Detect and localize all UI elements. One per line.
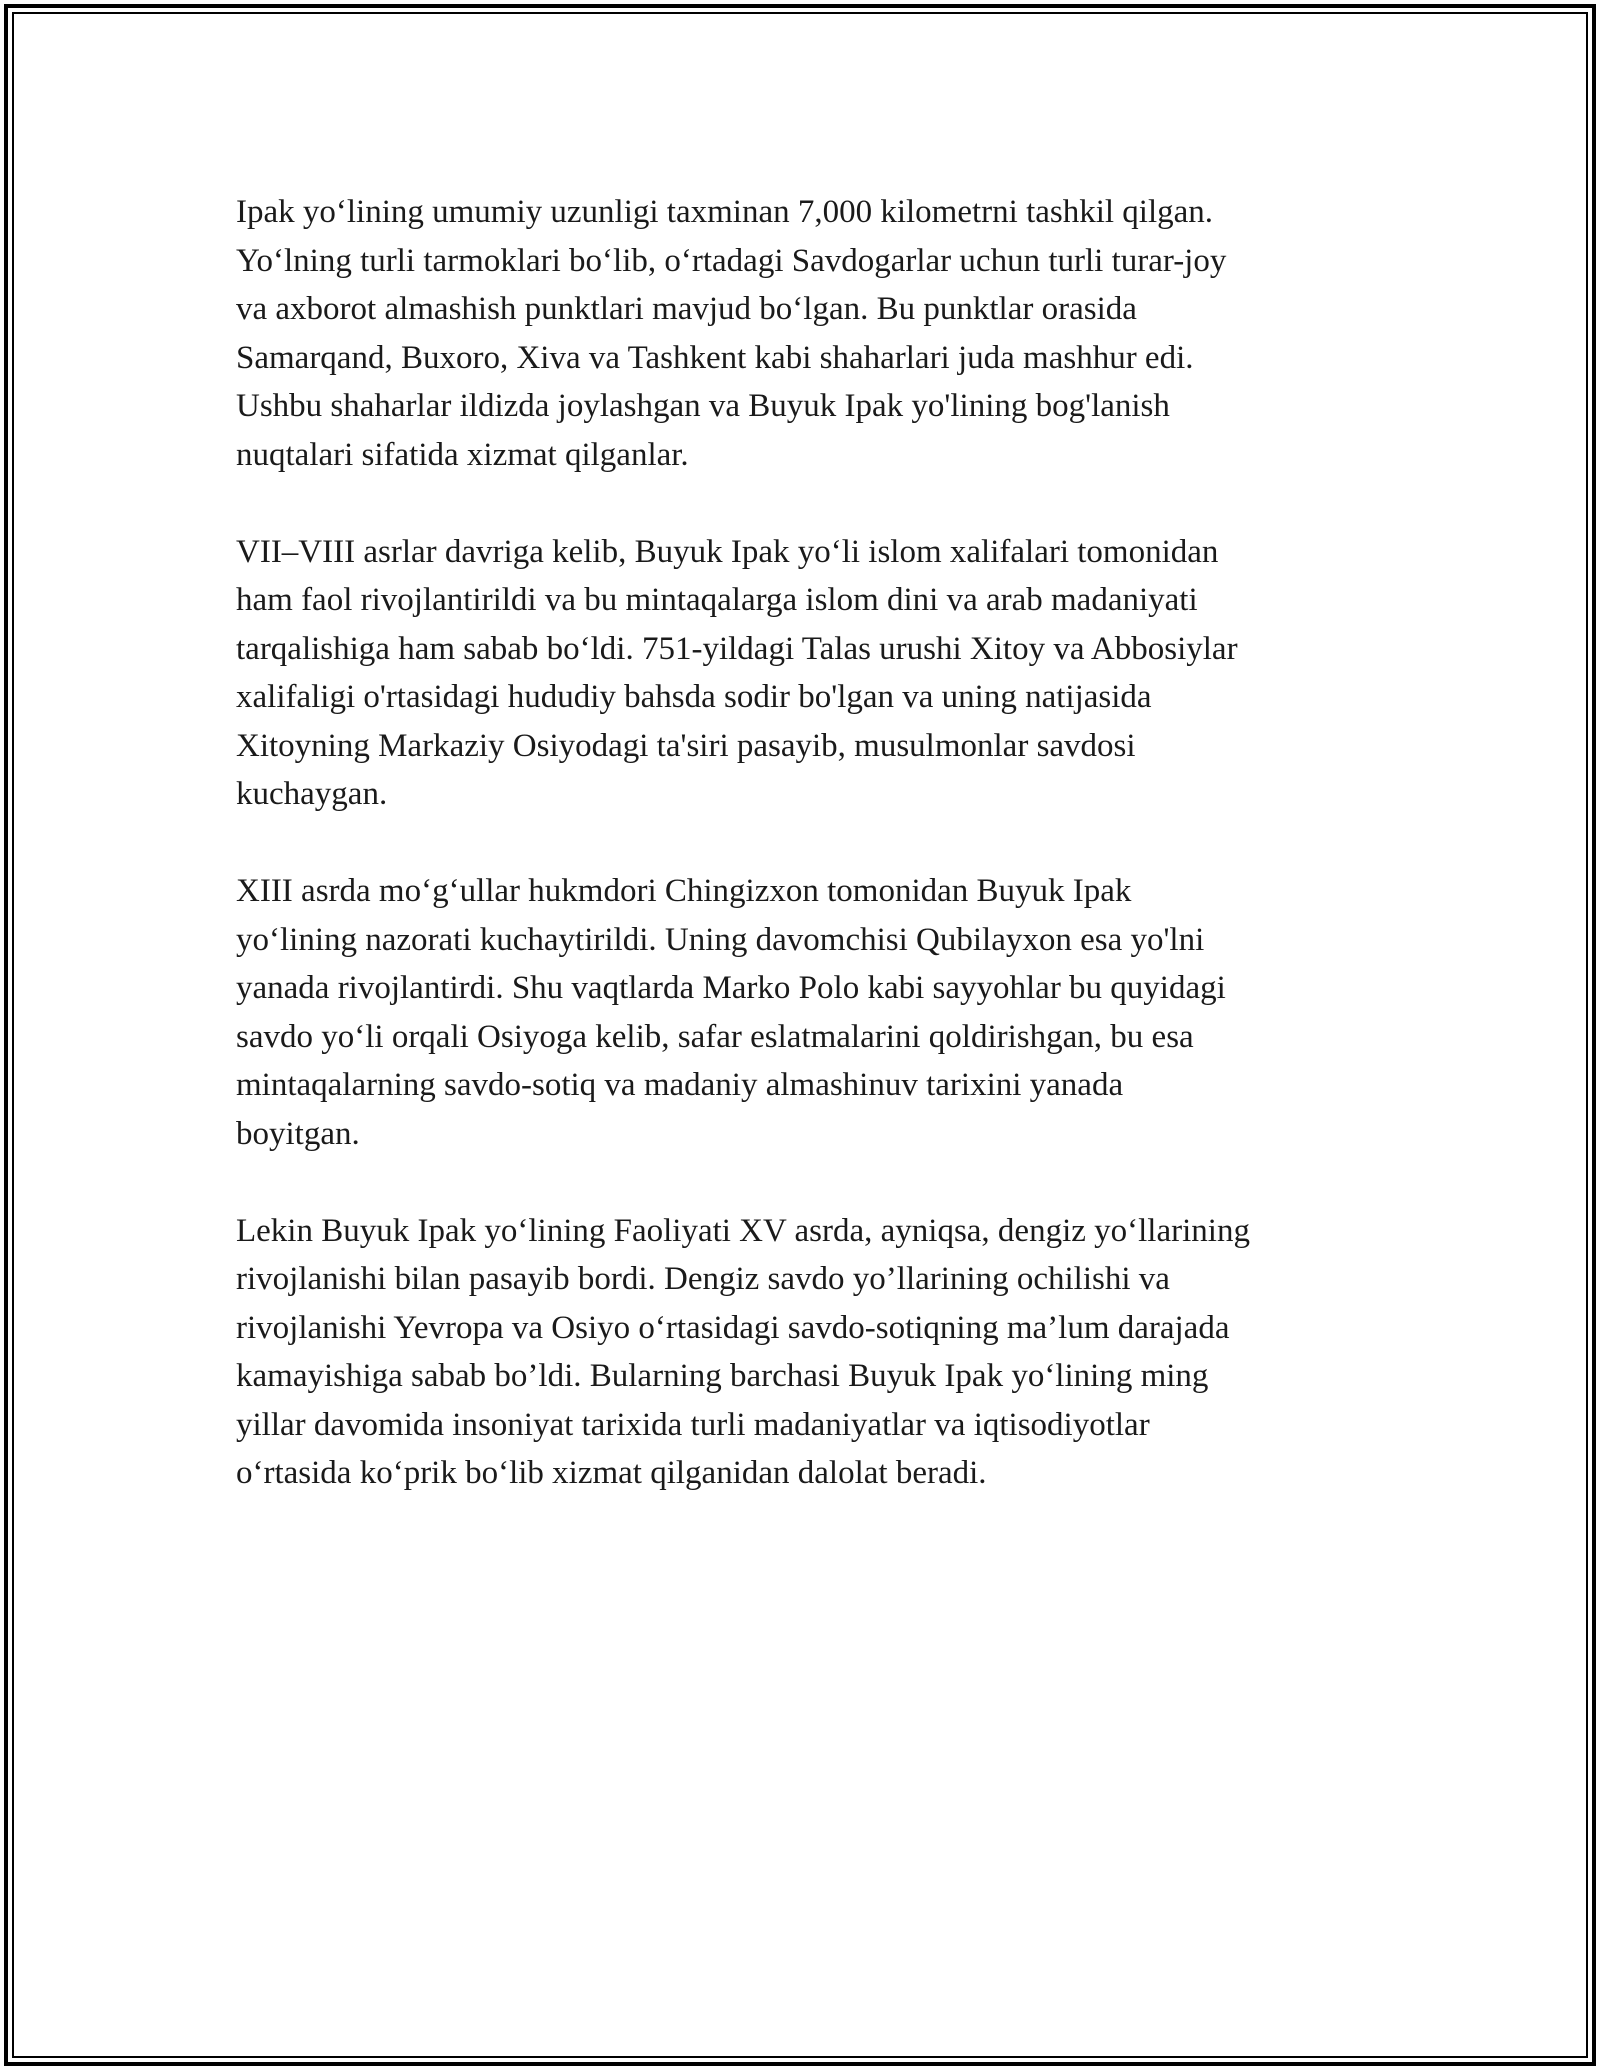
paragraph-3: XIII asrda mo‘g‘ullar hukmdori Chingizxon tomonidan Buyuk Ipak yo‘lining nazorati kuchaytirildi. Uning davomchisi Qubilayxon esa yo'lni yanada rivojlantirdi. Shu vaqtlarda Marko Polo kabi sayyohlar bu quyidagi savdo yo‘li orqali Osiyoga kelib, safar eslatmalarini qoldirishgan, bu esa mintaqalarning savdo-sotiq va madaniy almashinuv tarixini yanada boyitgan. [236,873,1226,1152]
document-body [236,188,1386,1546]
paragraph-1: Ipak yo‘lining umumiy uzunligi taxminan 7,000 kilometrni tashkil qilgan. Yo‘lning turli tarmoklari bo‘lib, o‘rtadagi Savdogarlar uchun turli turar-joy va axborot almashish punktlari mavjud bo‘lgan. Bu punktlar orasida Samarqand, Buxoro, Xiva va Tashkent kabi shaharlari juda mashhur edi. Ushbu shaharlar ildizda joylashgan va Buyuk Ipak yo'lining bog'lanish nuqtalari sifatida xizmat qilganlar. [236,194,1227,473]
paragraph-2: VII–VIII asrlar davriga kelib, Buyuk Ipak yo‘li islom xalifalari tomonidan ham faol rivojlantirildi va bu mintaqalarga islom dini va arab madaniyati tarqalishiga ham sabab bo‘ldi. 751-yildagi Talas urushi Xitoy va Abbosiylar xalifaligi o'rtasidagi hududiy bahsda sodir bo'lgan va uning natijasida Xitoyning Markaziy Osiyodagi ta'siri pasayib, musulmonlar savdosi kuchaygan. [236,533,1238,812]
paragraph-4: Lekin Buyuk Ipak yo‘lining Faoliyati XV asrda, ayniqsa, dengiz yo‘llarining rivojlanishi bilan pasayib bordi. Dengiz savdo yo’llarining ochilishi va rivojlanishi Yevropa va Osiyo o‘rtasidagi savdo-sotiqning ma’lum darajada kamayishiga sabab bo’ldi. Bularning barchasi Buyuk Ipak yo‘lining ming yillar davomida insoniyat tarixida turli madaniyatlar va iqtisodiyotlar o‘rtasida ko‘prik bo‘lib xizmat qilganidan dalolat beradi. [236,1212,1250,1491]
